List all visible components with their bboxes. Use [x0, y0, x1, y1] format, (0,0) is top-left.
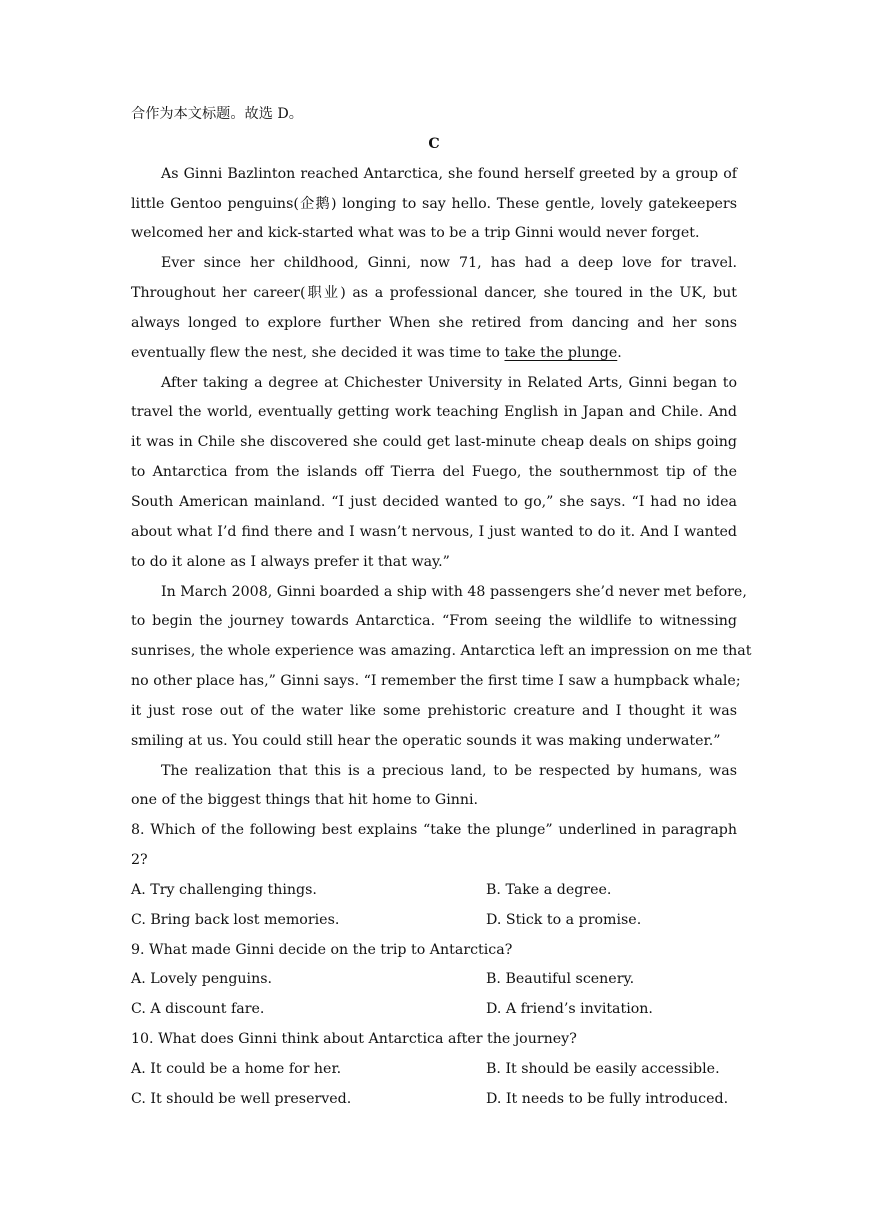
paragraph-line: smiling at us. You could still hear the operatic sounds it was making underwater.” — [131, 732, 721, 749]
paragraph-line: After taking a degree at Chichester University in Related Arts, Ginni began to — [161, 374, 737, 391]
paragraph-line-end: . — [617, 344, 622, 361]
option-b[interactable]: B. Take a degree. — [486, 881, 612, 898]
paragraph-line-text: eventually flew the nest, she decided it was time to — [131, 344, 505, 361]
question-stem: 10. What does Ginni think about Antarctica after the journey? — [131, 1031, 577, 1048]
paragraph-line: it just rose out of the water like some prehistoric creature and I thought it was — [131, 702, 737, 719]
option-c[interactable]: C. Bring back lost memories. — [131, 911, 340, 928]
paragraph-line: sunrises, the whole experience was amazing. Antarctica left an impression on me that — [131, 643, 752, 660]
option-a[interactable]: A. Lovely penguins. — [131, 971, 273, 988]
question-stem: 9. What made Ginni decide on the trip to Antarctica? — [131, 941, 513, 958]
option-b[interactable]: B. It should be easily accessible. — [486, 1061, 720, 1077]
option-row — [131, 965, 737, 995]
option-a[interactable]: A. Try challenging things. — [131, 881, 317, 898]
paragraph-line: In March 2008, Ginni boarded a ship with 48 passengers she’d never met before, — [161, 583, 747, 600]
underlined-phrase: take the plunge — [504, 344, 618, 361]
paragraph-line: Throughout her career(职业) as a professional dancer, she toured in the UK, but — [131, 285, 737, 302]
paragraph-line: South American mainland. “I just decided wanted to go,” she says. “I had no idea — [131, 493, 737, 510]
option-b[interactable]: B. Beautiful scenery. — [486, 971, 635, 988]
paragraph-line: As Ginni Bazlinton reached Antarctica, she found herself greeted by a group of — [161, 165, 737, 182]
section-heading: C — [428, 135, 440, 152]
paragraph-5 — [131, 757, 737, 817]
paragraph-line: no other place has,” Ginni says. “I remember the first time I saw a humpback whale; — [131, 673, 741, 690]
option-row — [131, 995, 737, 1025]
question-10 — [131, 1025, 737, 1115]
option-row — [131, 906, 737, 936]
question-stem: 8. Which of the following best explains “take the plunge” underlined in paragraph — [131, 822, 737, 839]
option-row — [131, 1085, 737, 1115]
paragraph-line: about what I’d find there and I wasn’t nervous, I just wanted to do it. And I wanted — [131, 523, 737, 540]
paragraph-line: it was in Chile she discovered she could get last-minute cheap deals on ships going — [131, 434, 737, 451]
question-8 — [131, 816, 737, 935]
paragraph-line: to do it alone as I always prefer it that way.” — [131, 553, 450, 570]
option-d[interactable]: D. Stick to a promise. — [486, 911, 642, 928]
paragraph-line: to Antarctica from the islands off Tierra del Fuego, the southernmost tip of the — [131, 464, 737, 481]
option-d[interactable]: D. A friend’s invitation. — [486, 1001, 653, 1018]
paragraph-line: always longed to explore further When she retired from dancing and her sons — [131, 314, 737, 331]
paragraph-line: Ever since her childhood, Ginni, now 71, has had a deep love for travel. — [161, 255, 737, 272]
paragraph-line: little Gentoo penguins(企鹅) longing to say hello. These gentle, lovely gatekeepers — [131, 195, 737, 212]
option-c[interactable]: C. A discount fare. — [131, 1001, 265, 1018]
paragraph-4 — [131, 578, 752, 757]
option-d[interactable]: D. It needs to be fully introduced. — [486, 1090, 729, 1107]
paragraph-line — [131, 339, 737, 369]
paragraph-line: travel the world, eventually getting work teaching English in Japan and Chile. And — [131, 404, 737, 421]
paragraph-line: The realization that this is a precious land, to be respected by humans, was — [161, 762, 737, 779]
option-row — [131, 876, 737, 906]
option-a[interactable]: A. It could be a home for her. — [131, 1061, 342, 1077]
paragraph-3 — [131, 369, 737, 578]
paragraph-line: welcomed her and kick-started what was to be a trip Ginni would never forget. — [131, 225, 700, 242]
paragraph-line: to begin the journey towards Antarctica. “From seeing the wildlife to witnessing — [131, 613, 737, 630]
question-9 — [131, 936, 737, 1026]
paragraph-line: one of the biggest things that hit home to Ginni. — [131, 792, 479, 809]
document-page — [131, 100, 752, 1115]
paragraph-2 — [131, 249, 737, 368]
paragraph-1 — [131, 160, 737, 250]
option-c[interactable]: C. It should be well preserved. — [131, 1090, 352, 1107]
option-row — [131, 1055, 737, 1085]
previous-answer-line: 合作为本文标题。故选 D。 — [131, 106, 303, 122]
question-stem: 2? — [131, 852, 148, 869]
